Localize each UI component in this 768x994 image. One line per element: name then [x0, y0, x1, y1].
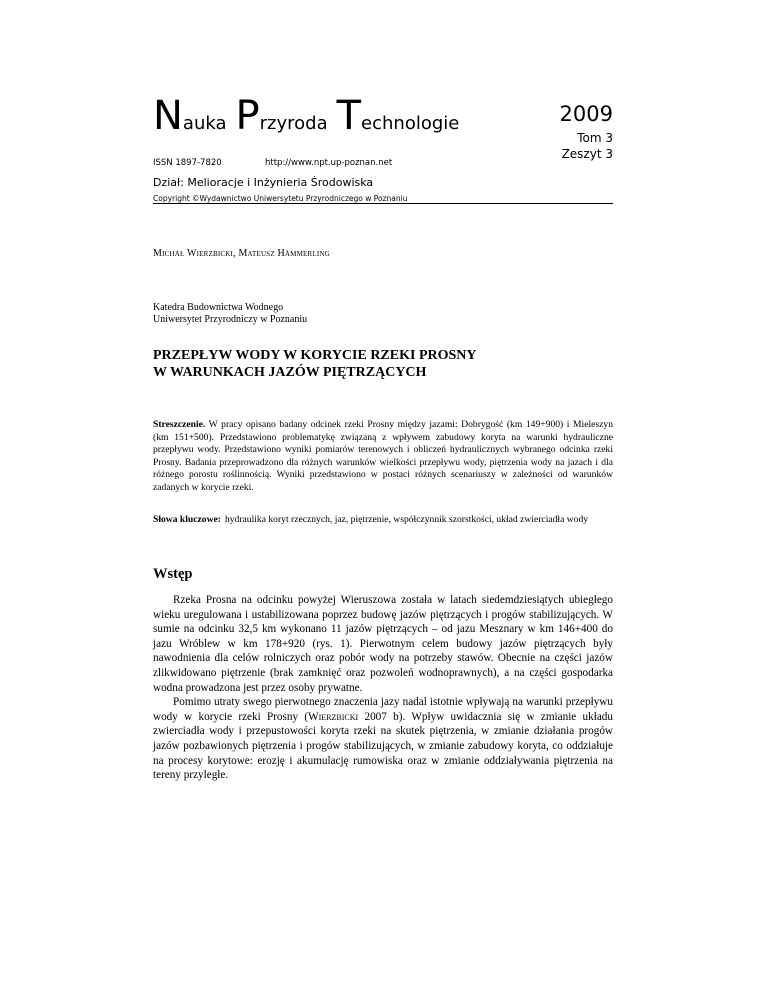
- paragraph-2-part-b: 2007 b). Wpływ uwidacznia się w zmianie układu zwierciadła wody i przepustowości koryta rzeki na skutek piętrzenia, w zmianie działania progów jazów pozbawionych piętrzenia i progów stabilizujących, w zmianie zabudowy koryta, co oddziałuje na procesy korytowe: erozję i akumulację rumowiska oraz w zmianie oddziaływania piętrzenia na tereny przyległe.: [153, 710, 613, 782]
- journal-title-word-echnologie: echnologie: [361, 113, 460, 134]
- paper-title-line-2: W WARUNKACH JAZÓW PIĘTRZĄCYCH: [153, 365, 427, 380]
- journal-title-cap-n: N: [153, 93, 183, 139]
- section-heading: Wstęp: [153, 566, 193, 582]
- authors: [153, 248, 330, 259]
- paper-title: [153, 347, 613, 381]
- authors-names: Michał Wierzbicki, Mateusz Hämmerling: [153, 248, 330, 259]
- citation[interactable]: Wierzbicki: [308, 710, 359, 723]
- body-text: [153, 593, 613, 783]
- keywords: [153, 514, 613, 527]
- paragraph-1: Rzeka Prosna na odcinku powyżej Wieruszowa została w latach siedemdziesiątych ubiegłego wieku uregulowana i ustabilizowana poprzez budowę jazów piętrzących i progów stabilizujących. W sumie na odcinku 32,5 km wykonano 11 jazów piętrzących – od jazu Mesznary w km 146+400 do jazu Wróblew w km 178+920 (rys. 1). Pierwotnym celem budowy jazów piętrzących były nawodnienia dla celów rolniczych oraz pobór wody na potrzeby stawów. Obecnie na części jazów zlikwidowano piętrzenie (brak zamknięć oraz pozwoleń wodnoprawnych), a na części gospodarka wodna prowadzona jest przez osoby prywatne.: [153, 594, 613, 694]
- abstract-label: Streszczenie.: [153, 419, 206, 430]
- year: 2009: [559, 102, 613, 126]
- keywords-text: hydraulika koryt rzecznych, jaz, piętrzenie, współczynnik szorstkości, układ zwierciadła wody: [224, 514, 589, 525]
- journal-url[interactable]: http://www.npt.up-poznan.net: [265, 158, 393, 168]
- header-rule: [153, 203, 613, 204]
- abstract: [153, 419, 613, 494]
- affiliation-line-2: Uniwersytet Przyrodniczy w Poznaniu: [153, 314, 308, 325]
- affiliation: [153, 302, 307, 326]
- journal-title-cap-p: P: [235, 93, 260, 139]
- issue: Zeszyt 3: [561, 147, 613, 161]
- section-dzial: Dział: Melioracje i Inżynieria Środowiska: [153, 176, 374, 189]
- affiliation-line-1: Katedra Budownictwa Wodnego: [153, 302, 284, 313]
- journal-header: [153, 93, 613, 206]
- copyright: Copyright ©Wydawnictwo Uniwersytetu Przyrodniczego w Poznaniu: [153, 194, 408, 203]
- paper-title-line-1: PRZEPŁYW WODY W KORYCIE RZEKI PROSNY: [153, 348, 477, 363]
- paragraph-2-part-a: Pomimo utraty swego pierwotnego znaczenia jazy nadal istotnie wpływają na warunki przepływu wody w korycie rzeki Prosny (: [153, 696, 613, 723]
- issn: ISSN 1897-7820: [153, 158, 222, 168]
- abstract-text: W pracy opisano badany odcinek rzeki Prosny między jazami: Dobrygość (km 149+900) i Mieleszyn (km 151+500). Przedstawiono problematykę związaną z wpływem zabudowy koryta na warunki hydrauliczne przepływu wody. Przedstawiono wyniki pomiarów terenowych i obliczeń hydraulicznych wybranego odcinka rzeki Prosny. Badania przeprowadzono dla różnych warunków wielkości przepływu wody, piętrzenia wody na jazach i dla różnego porostu roślinnością. Wyniki przedstawiono w postaci różnych scenariuszy w zależności od warunków zadanych w korycie rzeki.: [153, 419, 613, 493]
- journal-title-cap-t: T: [336, 93, 362, 139]
- keywords-label: Słowa kluczowe:: [153, 514, 221, 525]
- journal-title-word-auka: auka: [182, 113, 227, 134]
- volume: Tom 3: [577, 131, 613, 145]
- paragraph-2: [153, 695, 613, 783]
- journal-title: [153, 93, 464, 139]
- journal-title-word-rzyroda: rzyroda: [259, 113, 328, 134]
